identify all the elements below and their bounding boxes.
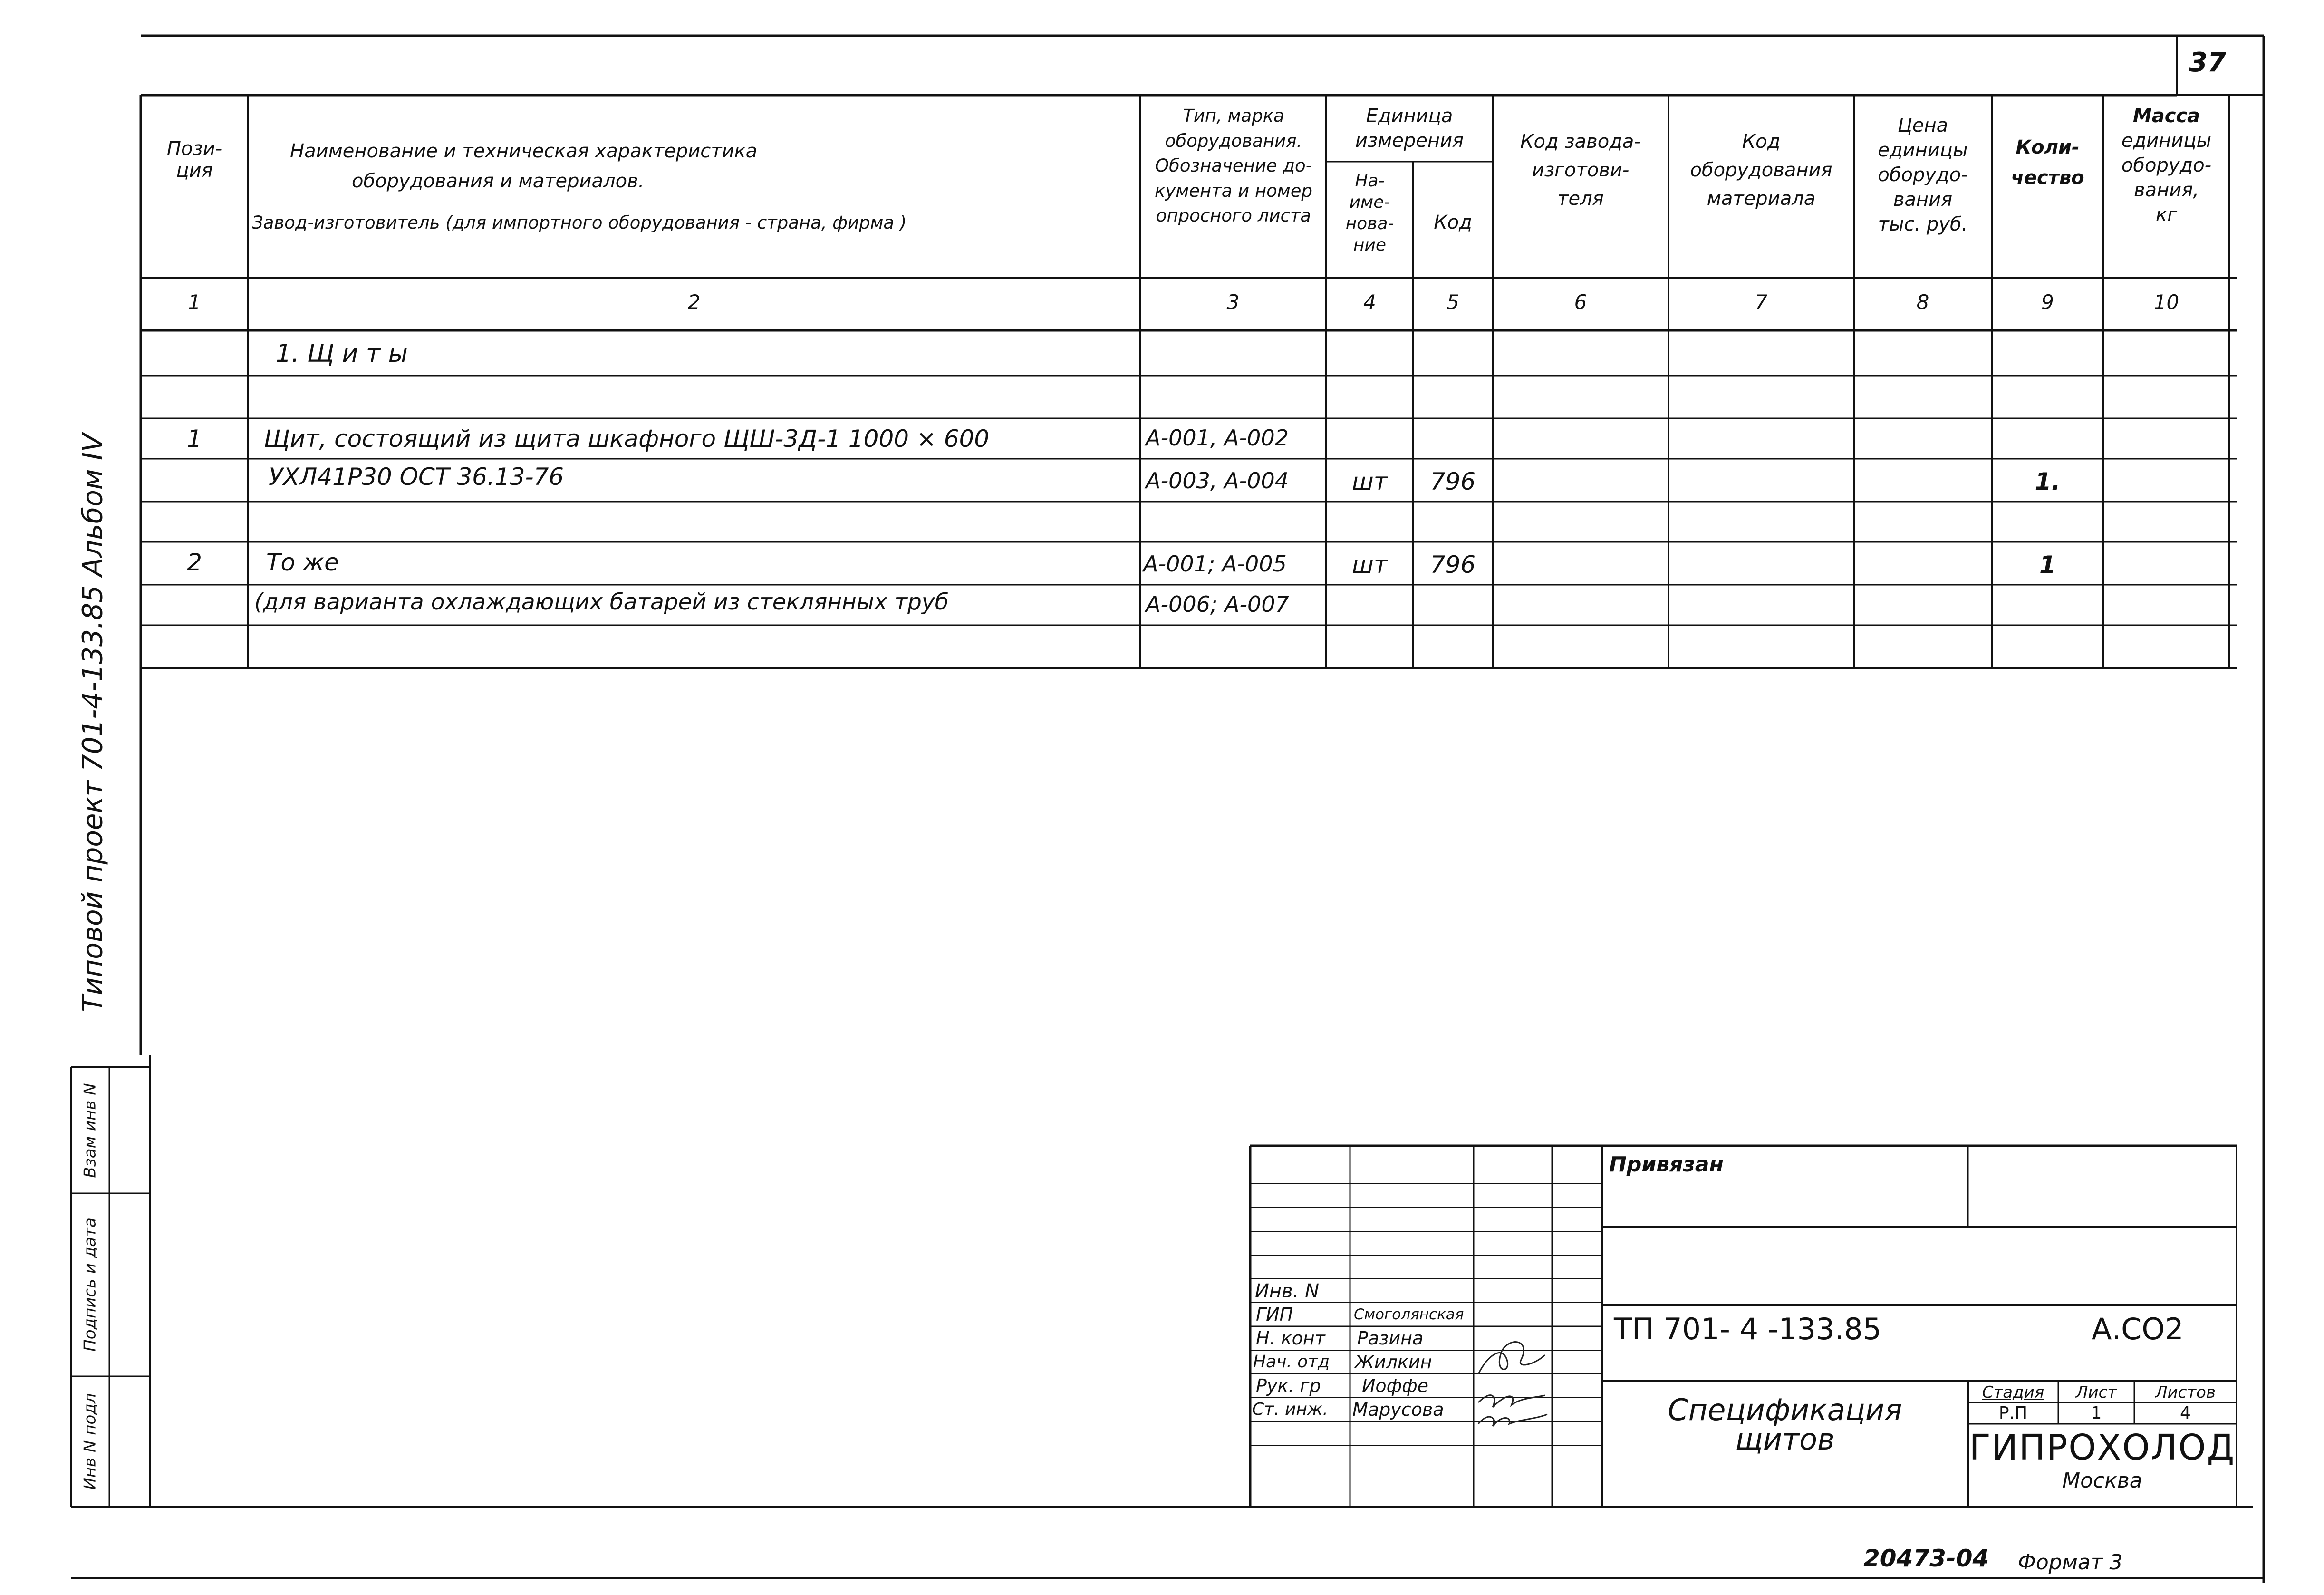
header-name-3: Завод-изготовитель (для импортного оборудования - страна, фирма ): [252, 213, 907, 233]
header-unit-name: На- име- нова- ние: [1345, 171, 1394, 255]
stamp-label-replacement: Взам инв N: [80, 1083, 100, 1178]
document-title: Спецификация щитов: [1668, 1392, 1902, 1457]
header-quantity: Коли- чество: [2011, 136, 2084, 189]
sheets-label: Листов: [2155, 1383, 2216, 1402]
row-unit: шт: [1352, 551, 1388, 579]
stamp-label-original-inv: Инв N подл: [80, 1393, 100, 1490]
signer-role: Н. конт: [1256, 1328, 1325, 1349]
header-unit-mass: Масса единицы оборудо- вания, кг: [2121, 105, 2212, 226]
signer-role: Нач. отд: [1253, 1352, 1330, 1372]
col-number: 4: [1363, 290, 1376, 314]
col-number: 7: [1755, 290, 1768, 314]
row-name: (для варианта охлаждающих батарей из стеклянных труб: [254, 589, 949, 615]
header-factory-code: Код завода- изготови- теля: [1520, 131, 1641, 210]
row-qty: 1.: [2035, 468, 2061, 495]
signer-role: ГИП: [1256, 1304, 1293, 1325]
row-qty: 1: [2039, 551, 2056, 579]
stage-label: Стадия: [1982, 1383, 2044, 1402]
header-type: Тип, марка оборудования. Обозначение до- кумента и номер опросного листа: [1155, 106, 1312, 226]
row-type: А-001, А-002: [1146, 425, 1289, 451]
col-number: 3: [1226, 290, 1240, 314]
order-number: 20473-04: [1863, 1545, 1989, 1572]
row-name: То же: [266, 549, 339, 576]
row-name: Щит, состоящий из щита шкафного ЩШ-3Д-1 1000 × 600: [264, 425, 990, 453]
header-name-1: Наименование и техническая характеристика: [290, 140, 758, 162]
row-unit-code: 796: [1430, 468, 1476, 495]
col-number: 2: [687, 290, 701, 314]
header-equipment-code: Код оборудования материала: [1690, 131, 1832, 210]
sheet-label: Лист: [2075, 1383, 2117, 1402]
organization-name: ГИПРОХОЛОД: [1969, 1427, 2236, 1468]
organization-city: Москва: [2062, 1469, 2142, 1493]
row-name: 1. Щ и т ы: [276, 339, 408, 368]
row-type: А-001; А-005: [1143, 551, 1287, 577]
col-number: 10: [2153, 290, 2179, 314]
album-project-label: Типовой проект 701-4-133.85 Альбом IV: [76, 433, 109, 1012]
row-unit: шт: [1352, 468, 1388, 495]
signer-role: Ст. инж.: [1252, 1400, 1328, 1419]
header-unit: Единица измерения: [1355, 105, 1464, 152]
col-number: 9: [2041, 290, 2054, 314]
sheet-number: 37: [2189, 47, 2226, 78]
row-unit-code: 796: [1430, 551, 1476, 579]
col-number: 6: [1574, 290, 1587, 314]
bound-label: Привязан: [1609, 1152, 1724, 1177]
paper-format: Формат 3: [2018, 1550, 2123, 1575]
document-code: ТП 701- 4 -133.85: [1614, 1312, 1882, 1346]
sheet-code: А.СО2: [2092, 1312, 2184, 1346]
row-pos: 2: [187, 549, 202, 576]
col-number: 1: [188, 290, 201, 314]
row-type: А-006; А-007: [1146, 591, 1289, 617]
stamp-label-signature-date: Подпись и дата: [80, 1218, 100, 1352]
stage-value: Р.П: [1998, 1403, 2028, 1423]
signer-name: Марусова: [1352, 1399, 1444, 1420]
header-unit-code: Код: [1434, 212, 1472, 233]
inv-label: Инв. N: [1255, 1280, 1319, 1302]
row-name: УХЛ41Р30 ОСТ 36.13-76: [269, 463, 564, 491]
signer-name: Иоффе: [1362, 1375, 1429, 1396]
sheet-value: 1: [2091, 1403, 2102, 1423]
row-type: А-003, А-004: [1146, 468, 1289, 493]
signer-name: Жилкин: [1355, 1352, 1432, 1373]
signer-name: Разина: [1357, 1328, 1424, 1349]
signer-name: Смоголянская: [1354, 1306, 1464, 1323]
header-unit-price: Цена единицы оборудо- вания тыс. руб.: [1878, 115, 1968, 235]
col-number: 8: [1916, 290, 1929, 314]
col-number: 5: [1446, 290, 1459, 314]
sheets-value: 4: [2180, 1403, 2191, 1423]
header-pos: Пози- ция: [166, 138, 222, 182]
signer-role: Рук. гр: [1256, 1375, 1321, 1396]
row-pos: 1: [187, 425, 202, 453]
header-name-2: оборудования и материалов.: [352, 170, 645, 192]
